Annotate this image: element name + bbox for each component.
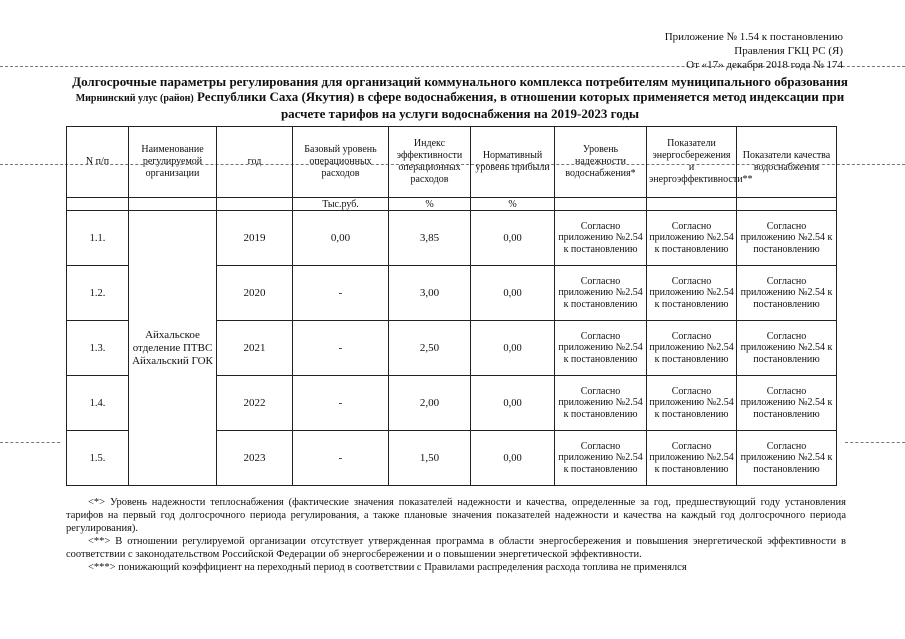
header-line-2: Правления ГКЦ РС (Я) [734, 45, 843, 57]
col-header-quality: Показатели качества водоснабжения [737, 127, 837, 198]
col-header-profit: Нормативный уровень прибыли [471, 127, 555, 198]
col-header-energy: Показатели энергосбережения и энергоэффективности** [647, 127, 737, 198]
row-index: 2,00 [389, 376, 471, 431]
parameters-table [66, 126, 837, 486]
org-name: Айхальское отделение ПТВС Айхальский ГОК [129, 211, 217, 486]
row-base: 0,00 [293, 211, 389, 266]
row-profit: 0,00 [471, 431, 555, 486]
row-year: 2019 [217, 211, 293, 266]
row-index: 3,85 [389, 211, 471, 266]
row-reliability: Согласно приложению №2.54 к постановлению [555, 376, 647, 431]
row-year: 2022 [217, 376, 293, 431]
row-energy: Согласно приложению №2.54 к постановлению [647, 211, 737, 266]
footnote-3: <***> понижающий коэффициент на переходный период в соответствии с Правилами распределения расхода топлива не применялся [88, 562, 687, 573]
approval-header [665, 30, 843, 72]
document-title [70, 74, 850, 121]
row-index: 1,50 [389, 431, 471, 486]
title-part-3: Республики Саха (Якутия) в сфере водоснабжения, в отношении которых применяется метод индексации при расчете тарифов на услуги водоснабжения на 2019-2023 годы [197, 89, 845, 121]
unit-profit: % [471, 198, 555, 211]
row-number: 1.5. [67, 431, 129, 486]
row-base: - [293, 431, 389, 486]
row-profit: 0,00 [471, 376, 555, 431]
row-reliability: Согласно приложению №2.54 к постановлению [555, 266, 647, 321]
table-row [67, 211, 837, 266]
row-number: 1.2. [67, 266, 129, 321]
row-quality: Согласно приложению №2.54 к постановлению [737, 431, 837, 486]
row-reliability: Согласно приложению №2.54 к постановлению [555, 211, 647, 266]
row-profit: 0,00 [471, 211, 555, 266]
row-profit: 0,00 [471, 321, 555, 376]
row-base: - [293, 321, 389, 376]
row-quality: Согласно приложению №2.54 к постановлению [737, 211, 837, 266]
row-year: 2021 [217, 321, 293, 376]
col-header-org: Наименование регулируемой организации [129, 127, 217, 198]
row-index: 3,00 [389, 266, 471, 321]
header-line-3: От «17» декабря 2018 года № 174 [686, 59, 843, 71]
row-index: 2,50 [389, 321, 471, 376]
title-part-1: Долгосрочные параметры регулирования для организаций коммунального комплекса потребителям муниципального образования [72, 74, 848, 89]
row-base: - [293, 266, 389, 321]
row-reliability: Согласно приложению №2.54 к постановлению [555, 321, 647, 376]
title-part-2: Мирнинский улус (район) [75, 93, 194, 104]
units-row [67, 198, 837, 211]
row-number: 1.3. [67, 321, 129, 376]
row-energy: Согласно приложению №2.54 к постановлению [647, 266, 737, 321]
row-year: 2020 [217, 266, 293, 321]
row-number: 1.4. [67, 376, 129, 431]
col-header-n: N п/п [67, 127, 129, 198]
row-energy: Согласно приложению №2.54 к постановлению [647, 376, 737, 431]
unit-base: Тыс.руб. [293, 198, 389, 211]
col-header-reliability: Уровень надежности водоснабжения* [555, 127, 647, 198]
row-reliability: Согласно приложению №2.54 к постановлению [555, 431, 647, 486]
row-base: - [293, 376, 389, 431]
row-profit: 0,00 [471, 266, 555, 321]
col-header-base: Базовый уровень операционных расходов [293, 127, 389, 198]
row-energy: Согласно приложению №2.54 к постановлению [647, 321, 737, 376]
unit-index: % [389, 198, 471, 211]
row-year: 2023 [217, 431, 293, 486]
scan-line [0, 442, 60, 443]
row-energy: Согласно приложению №2.54 к постановлению [647, 431, 737, 486]
scan-line [845, 442, 905, 443]
row-number: 1.1. [67, 211, 129, 266]
row-quality: Согласно приложению №2.54 к постановлению [737, 321, 837, 376]
table-header-row [67, 127, 837, 198]
col-header-year: год [217, 127, 293, 198]
footnote-1: <*> Уровень надежности теплоснабжения (фактические значения показателей надежности и качества, определенные за год, предшествующий году установления тарифов на первый год долгосрочного периода регулирования, а также плановые значения показателей надежности и качества на каждый год долгосрочного периода регулирования). [66, 497, 846, 534]
footnotes [66, 496, 846, 574]
row-quality: Согласно приложению №2.54 к постановлению [737, 376, 837, 431]
row-quality: Согласно приложению №2.54 к постановлению [737, 266, 837, 321]
footnote-2: <**> В отношении регулируемой организации отсутствует утвержденная программа в области энергосбережения и повышения энергетической эффективности в соответствии с законодательством Российской Федерации об энергосбережении и о повышении энергетической эффективности. [66, 536, 846, 560]
col-header-index: Индекс эффективности операционных расходов [389, 127, 471, 198]
header-line-1: Приложение № 1.54 к постановлению [664, 31, 843, 43]
